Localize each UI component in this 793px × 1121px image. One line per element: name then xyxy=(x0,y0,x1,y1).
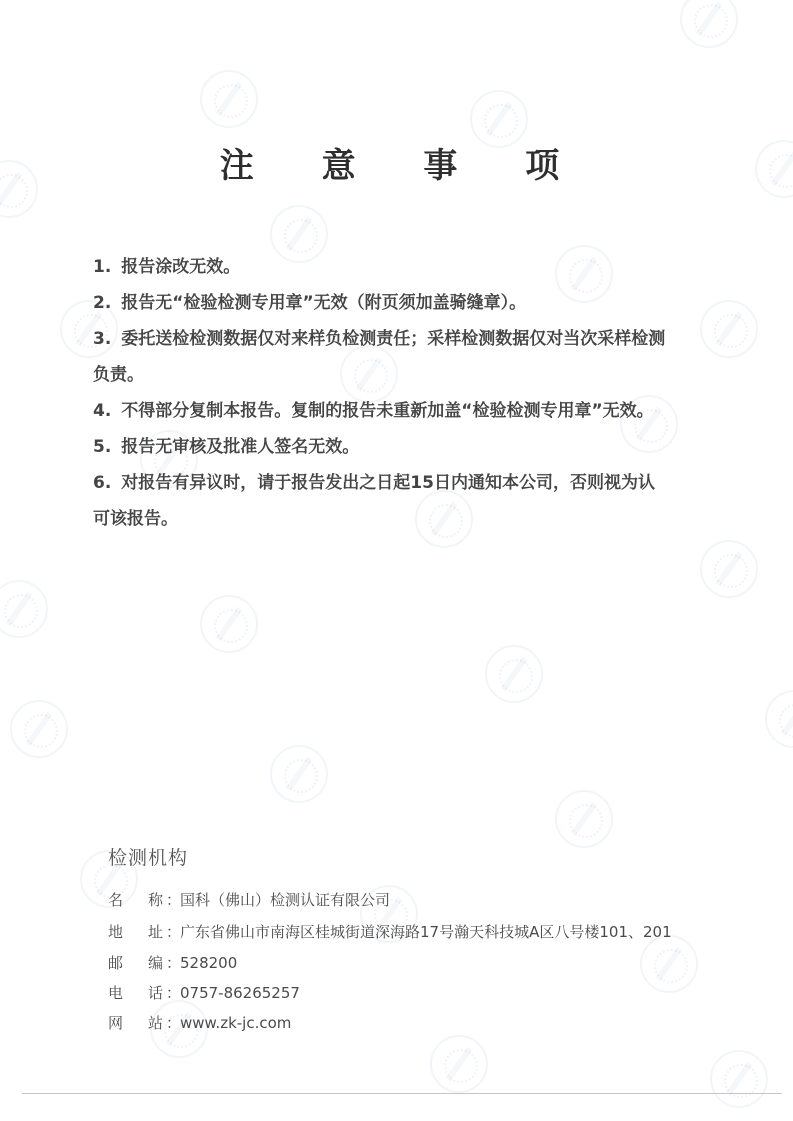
list-item xyxy=(93,290,733,316)
org-label-char: 站 xyxy=(148,1014,164,1032)
watermark-seal-icon xyxy=(430,1035,488,1093)
list-item xyxy=(93,398,733,424)
org-colon: ： xyxy=(166,891,182,909)
note-number: 6. xyxy=(93,473,112,493)
org-colon: ： xyxy=(166,1014,182,1032)
watermark-seal-icon xyxy=(10,700,68,758)
org-postcode-row xyxy=(108,952,237,973)
note-continuation: 负责。 xyxy=(93,365,144,385)
org-value: 国科（佛山）检测认证有限公司 xyxy=(180,891,391,909)
note-text: 委托送检检测数据仅对来样负检测责任；采样检测数据仅对当次采样检测 xyxy=(121,329,666,349)
org-colon: ： xyxy=(166,954,182,972)
note-text: 报告涂改无效。 xyxy=(121,257,241,277)
watermark-seal-icon xyxy=(0,580,48,638)
org-label-char: 电 xyxy=(108,984,124,1002)
watermark-seal-icon xyxy=(765,690,793,748)
org-name-row xyxy=(108,889,390,910)
org-label-char: 邮 xyxy=(108,954,124,972)
watermark-seal-icon xyxy=(200,70,258,128)
org-phone-row xyxy=(108,982,300,1003)
note-number: 4. xyxy=(93,401,112,421)
org-label-char: 网 xyxy=(108,1014,124,1032)
watermark-seal-icon xyxy=(680,0,738,48)
watermark-seal-icon xyxy=(270,745,328,803)
notes-list xyxy=(93,254,733,542)
org-label-char: 址 xyxy=(148,923,164,941)
org-label-char: 称 xyxy=(148,891,164,909)
watermark-seal-icon xyxy=(640,935,698,993)
org-value: 0757-86265257 xyxy=(180,984,300,1002)
list-item xyxy=(93,434,733,460)
footer-divider xyxy=(22,1093,782,1094)
org-website-link[interactable]: www.zk-jc.com xyxy=(180,1014,292,1032)
watermark-seal-icon xyxy=(200,595,258,653)
watermark-seal-icon xyxy=(710,1050,768,1108)
org-label-char: 地 xyxy=(108,923,124,941)
org-address-row xyxy=(108,921,672,942)
note-text: 不得部分复制本报告。复制的报告未重新加盖“检验检测专用章”无效。 xyxy=(121,401,654,421)
watermark-seal-icon xyxy=(700,540,758,598)
org-colon: ： xyxy=(166,923,182,941)
note-text: 对报告有异议时，请于报告发出之日起15日内通知本公司，否则视为认 xyxy=(121,473,655,493)
org-website-row xyxy=(108,1012,291,1033)
org-label-char: 名 xyxy=(108,891,124,909)
watermark-seal-icon xyxy=(485,645,543,703)
note-text: 报告无“检验检测专用章”无效（附页须加盖骑缝章）。 xyxy=(121,293,527,313)
org-value: 广东省佛山市南海区桂城街道深海路17号瀚天科技城A区八号楼101、201 xyxy=(180,923,672,941)
note-text: 报告无审核及批准人签名无效。 xyxy=(121,437,360,457)
watermark-seal-icon xyxy=(555,790,613,848)
note-number: 5. xyxy=(93,437,112,457)
org-value: 528200 xyxy=(180,954,238,972)
org-label-char: 编 xyxy=(148,954,164,972)
note-number: 3. xyxy=(93,329,112,349)
note-number: 1. xyxy=(93,257,112,277)
note-number: 2. xyxy=(93,293,112,313)
org-heading: 检测机构 xyxy=(108,847,189,869)
list-item xyxy=(93,326,733,388)
note-continuation: 可该报告。 xyxy=(93,509,178,529)
page-title: 注 意 事 项 xyxy=(219,146,588,186)
org-colon: ： xyxy=(166,984,182,1002)
list-item xyxy=(93,254,733,280)
org-label-char: 话 xyxy=(148,984,164,1002)
list-item xyxy=(93,470,733,532)
